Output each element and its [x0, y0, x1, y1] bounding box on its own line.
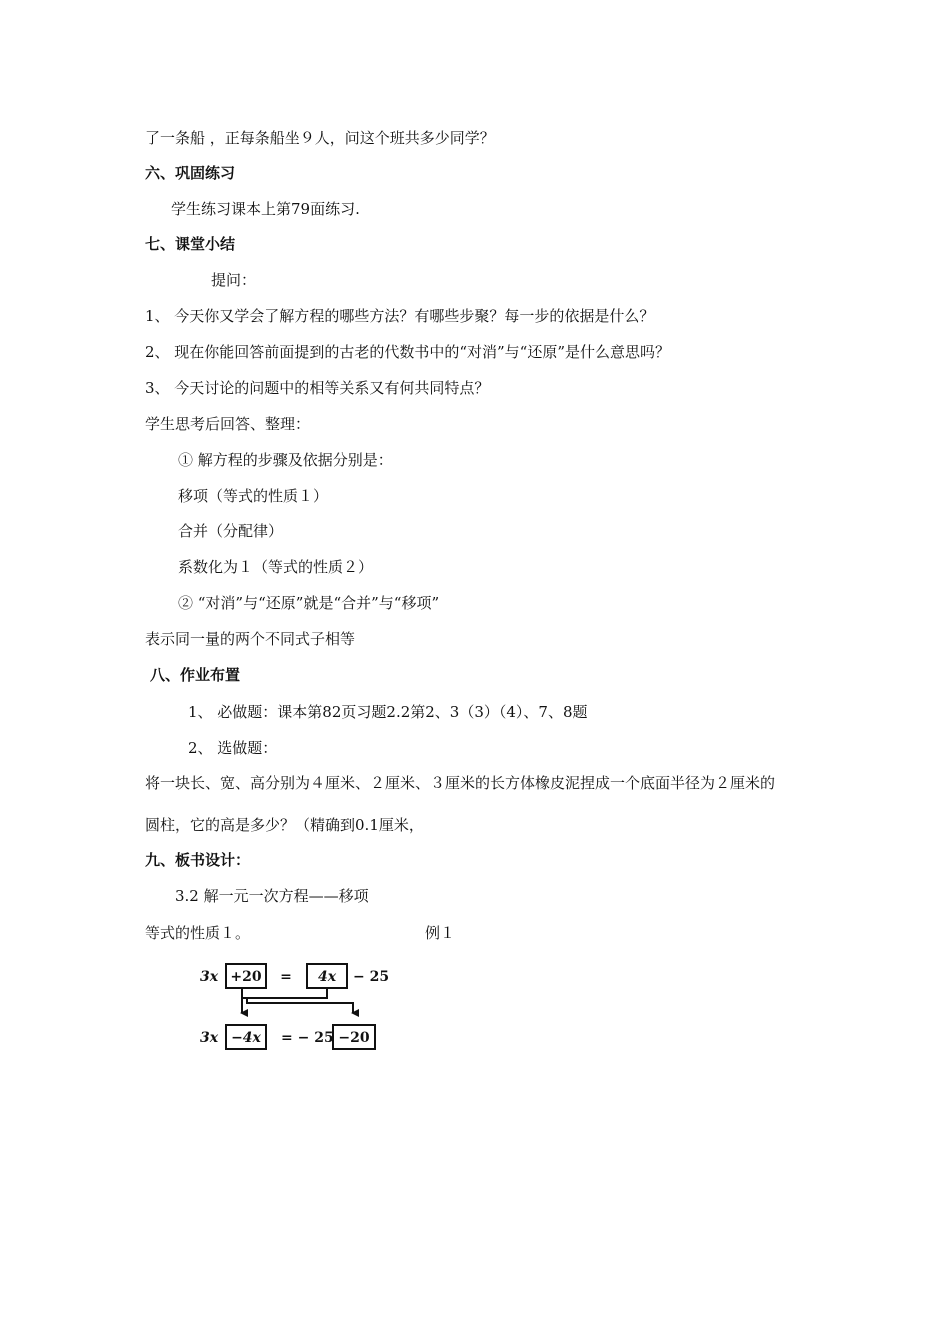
section-heading-6: 六、巩固练习 [145, 164, 236, 182]
text-line: 圆柱，它的高是多少？（精确到0.1厘米， [145, 816, 424, 834]
board-title: 3.2 解一元一次方程——移项 [175, 887, 369, 905]
homework-required: 1、 必做题：课本第82页习题2.2第2、3（3）（4）、7、8题 [188, 703, 588, 721]
question-3: 3、 今天讨论的问题中的相等关系又有何共同特点？ [145, 379, 490, 397]
text-line: 等式的性质１。 [145, 924, 251, 942]
answer-step: 系数化为１（等式的性质２） [178, 558, 374, 576]
row2-left-term: 3x [200, 1030, 219, 1046]
row1-left-term: 3x [200, 969, 219, 985]
arrow-down-icon [247, 988, 353, 1013]
transposition-diagram [195, 955, 390, 1055]
section-heading-7: 七、课堂小结 [145, 235, 236, 253]
answer-2: ② “对消”与“还原”就是“合并”与“移项” [178, 594, 440, 612]
row1-box1-text: +20 [230, 969, 262, 985]
text-line: 提问： [211, 271, 257, 289]
row2-box1-text: −4x [231, 1030, 261, 1046]
answer-1: ① 解方程的步骤及依据分别是： [178, 451, 393, 469]
text-line: 表示同一量的两个不同式子相等 [145, 630, 356, 648]
question-2: 2、 现在你能回答前面提到的古老的代数书中的“对消”与“还原”是什么意思吗？ [145, 343, 670, 361]
row1-right-term: − 25 [353, 969, 390, 985]
row1-box2-text: 4x [317, 969, 337, 985]
row1-equals: = [280, 969, 292, 985]
text-line: 学生练习课本上第79面练习. [171, 200, 360, 218]
section-heading-8: 八、作业布置 [150, 666, 241, 684]
answer-step: 移项（等式的性质１） [178, 487, 329, 505]
text-line: 将一块长、宽、高分别为４厘米、２厘米、３厘米的长方体橡皮泥捏成一个底面半径为２厘米的 [145, 774, 776, 792]
row2-equals: = − 25 [281, 1030, 334, 1046]
homework-optional: 2、 选做题： [188, 739, 278, 757]
section-heading-9: 九、板书设计： [145, 851, 251, 869]
connector-line [242, 988, 257, 998]
answer-step: 合并（分配律） [178, 522, 284, 540]
example-label: 例１ [425, 924, 456, 942]
text-line: 了一条船 ，正每条船坐９人，问这个班共多少同学？ [145, 129, 495, 147]
question-1: 1、 今天你又学会了解方程的哪些方法？有哪些步聚？每一步的依据是什么？ [145, 307, 655, 325]
text-line: 学生思考后回答、整理： [145, 415, 311, 433]
row2-box2-text: −20 [338, 1030, 370, 1046]
